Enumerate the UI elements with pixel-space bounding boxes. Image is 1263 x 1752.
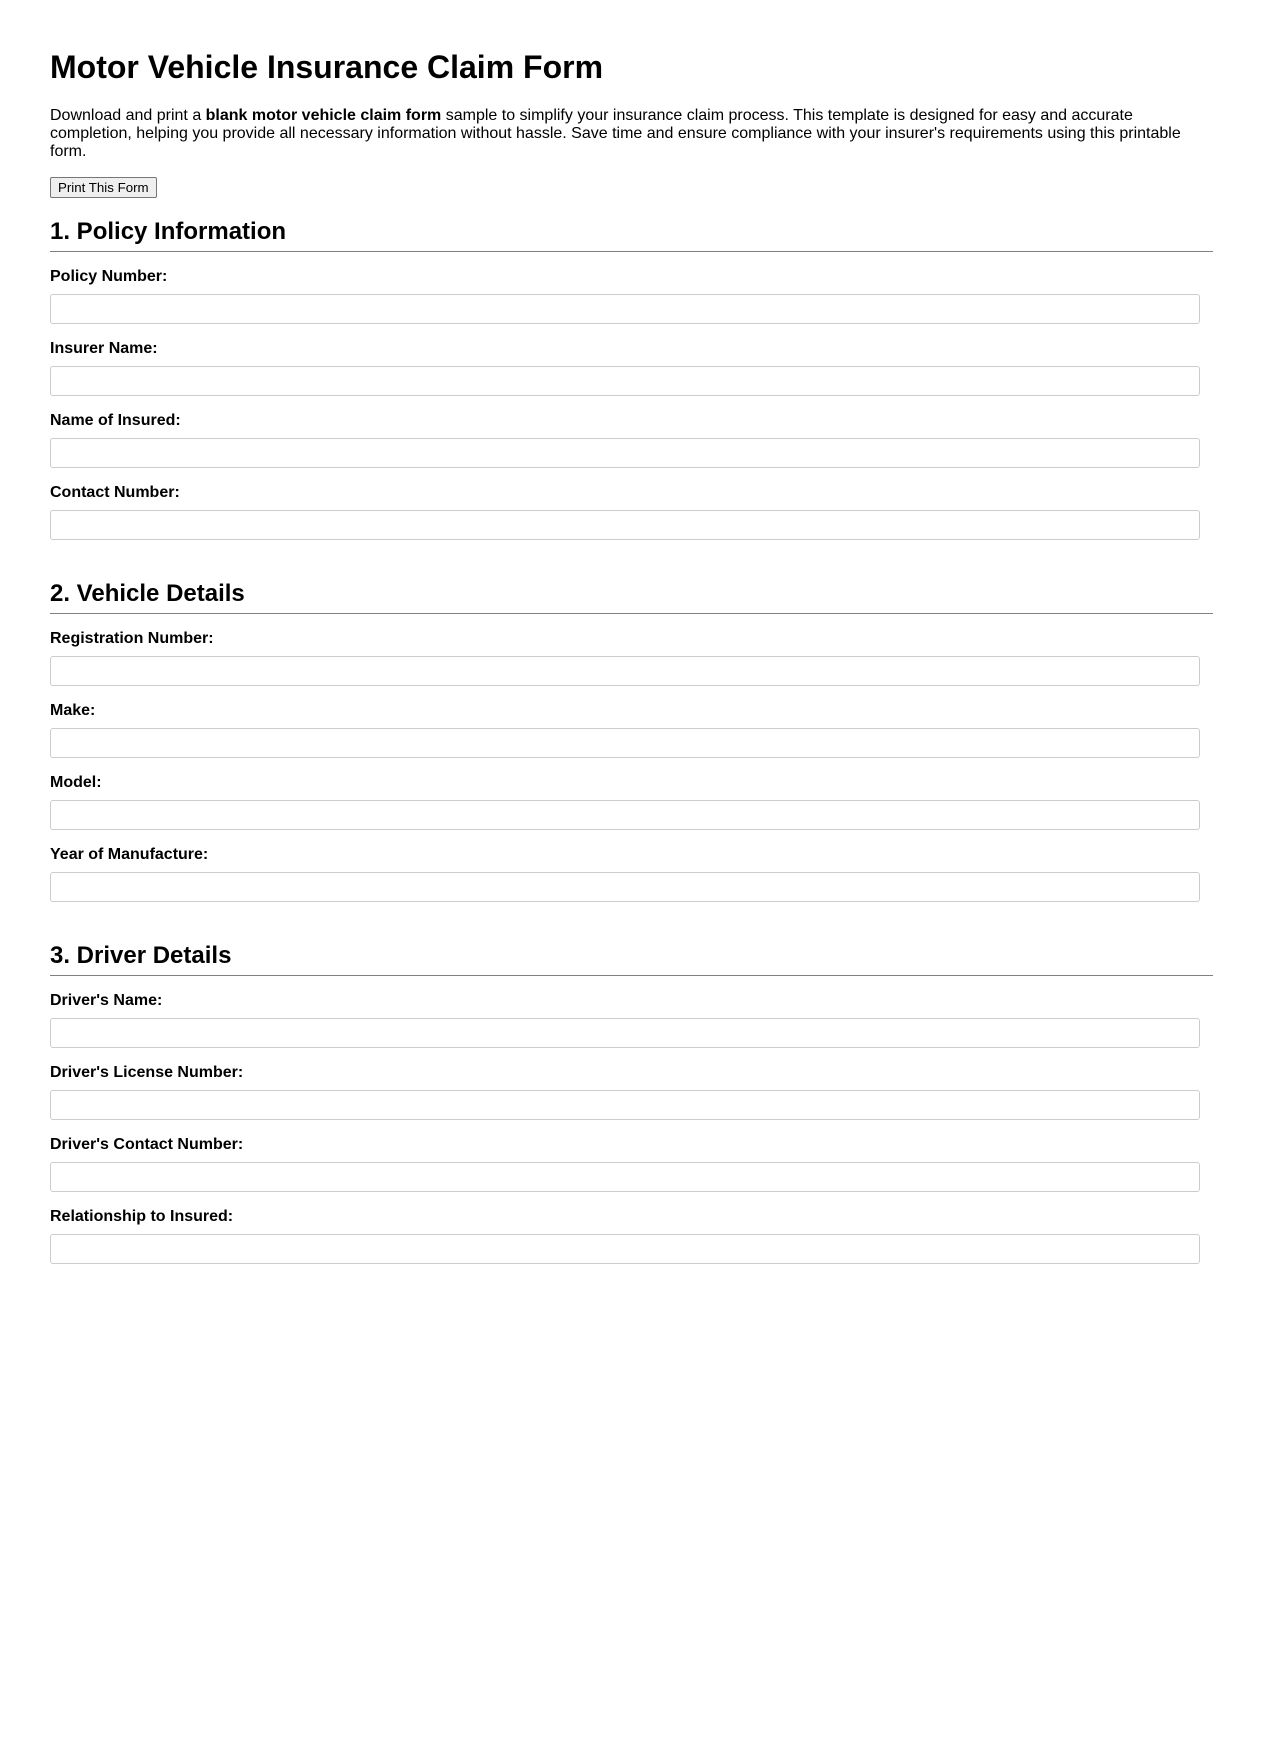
field-label: Driver's Name: [50, 992, 163, 1009]
field-label: Driver's Contact Number: [50, 1136, 244, 1153]
claim-form-page [50, 0, 1213, 1264]
field-make [50, 702, 1213, 758]
field-policy-number [50, 268, 1213, 324]
section-title: 1. Policy Information [50, 218, 1213, 252]
year-of-manufacture-input[interactable] [50, 872, 1200, 902]
field-label: Driver's License Number: [50, 1064, 244, 1081]
field-label: Model: [50, 774, 102, 791]
make-input[interactable] [50, 728, 1200, 758]
field-label: Policy Number: [50, 268, 168, 285]
section-title: 3. Driver Details [50, 942, 1213, 976]
field-label: Contact Number: [50, 484, 180, 501]
field-label: Relationship to Insured: [50, 1208, 234, 1225]
field-model [50, 774, 1213, 830]
field-relationship-to-insured [50, 1208, 1213, 1264]
field-label: Name of Insured: [50, 412, 181, 429]
contact-number-input[interactable] [50, 510, 1200, 540]
intro-paragraph [50, 107, 1213, 161]
field-insurer-name [50, 340, 1213, 396]
field-label: Insurer Name: [50, 340, 158, 357]
field-contact-number [50, 484, 1213, 540]
intro-text-bold: blank motor vehicle claim form [205, 107, 442, 124]
model-input[interactable] [50, 800, 1200, 830]
page-title: Motor Vehicle Insurance Claim Form [50, 49, 604, 85]
field-driver-contact-number [50, 1136, 1213, 1192]
field-label: Make: [50, 702, 96, 719]
field-name-of-insured [50, 412, 1213, 468]
field-year-of-manufacture [50, 846, 1213, 902]
print-form-button[interactable]: Print This Form [50, 177, 157, 198]
field-driver-license-number [50, 1064, 1213, 1120]
field-driver-name [50, 992, 1213, 1048]
intro-text-before: Download and print a [50, 107, 206, 124]
insurer-name-input[interactable] [50, 366, 1200, 396]
intro-text-after: sample to simplify your insurance claim process. This template is designed for easy and accurate completion, helping you provide all necessary information without hassle. Save time and ensure compliance with your insurer's requirements using this printable form. [50, 107, 1181, 160]
section-title: 2. Vehicle Details [50, 580, 1213, 614]
policy-number-input[interactable] [50, 294, 1200, 324]
name-of-insured-input[interactable] [50, 438, 1200, 468]
field-label: Registration Number: [50, 630, 214, 647]
driver-license-number-input[interactable] [50, 1090, 1200, 1120]
relationship-to-insured-input[interactable] [50, 1234, 1200, 1264]
section-driver-details [50, 942, 1213, 1264]
driver-contact-number-input[interactable] [50, 1162, 1200, 1192]
section-vehicle-details [50, 580, 1213, 902]
registration-number-input[interactable] [50, 656, 1200, 686]
section-policy-information [50, 218, 1213, 540]
field-label: Year of Manufacture: [50, 846, 209, 863]
field-registration-number [50, 630, 1213, 686]
driver-name-input[interactable] [50, 1018, 1200, 1048]
